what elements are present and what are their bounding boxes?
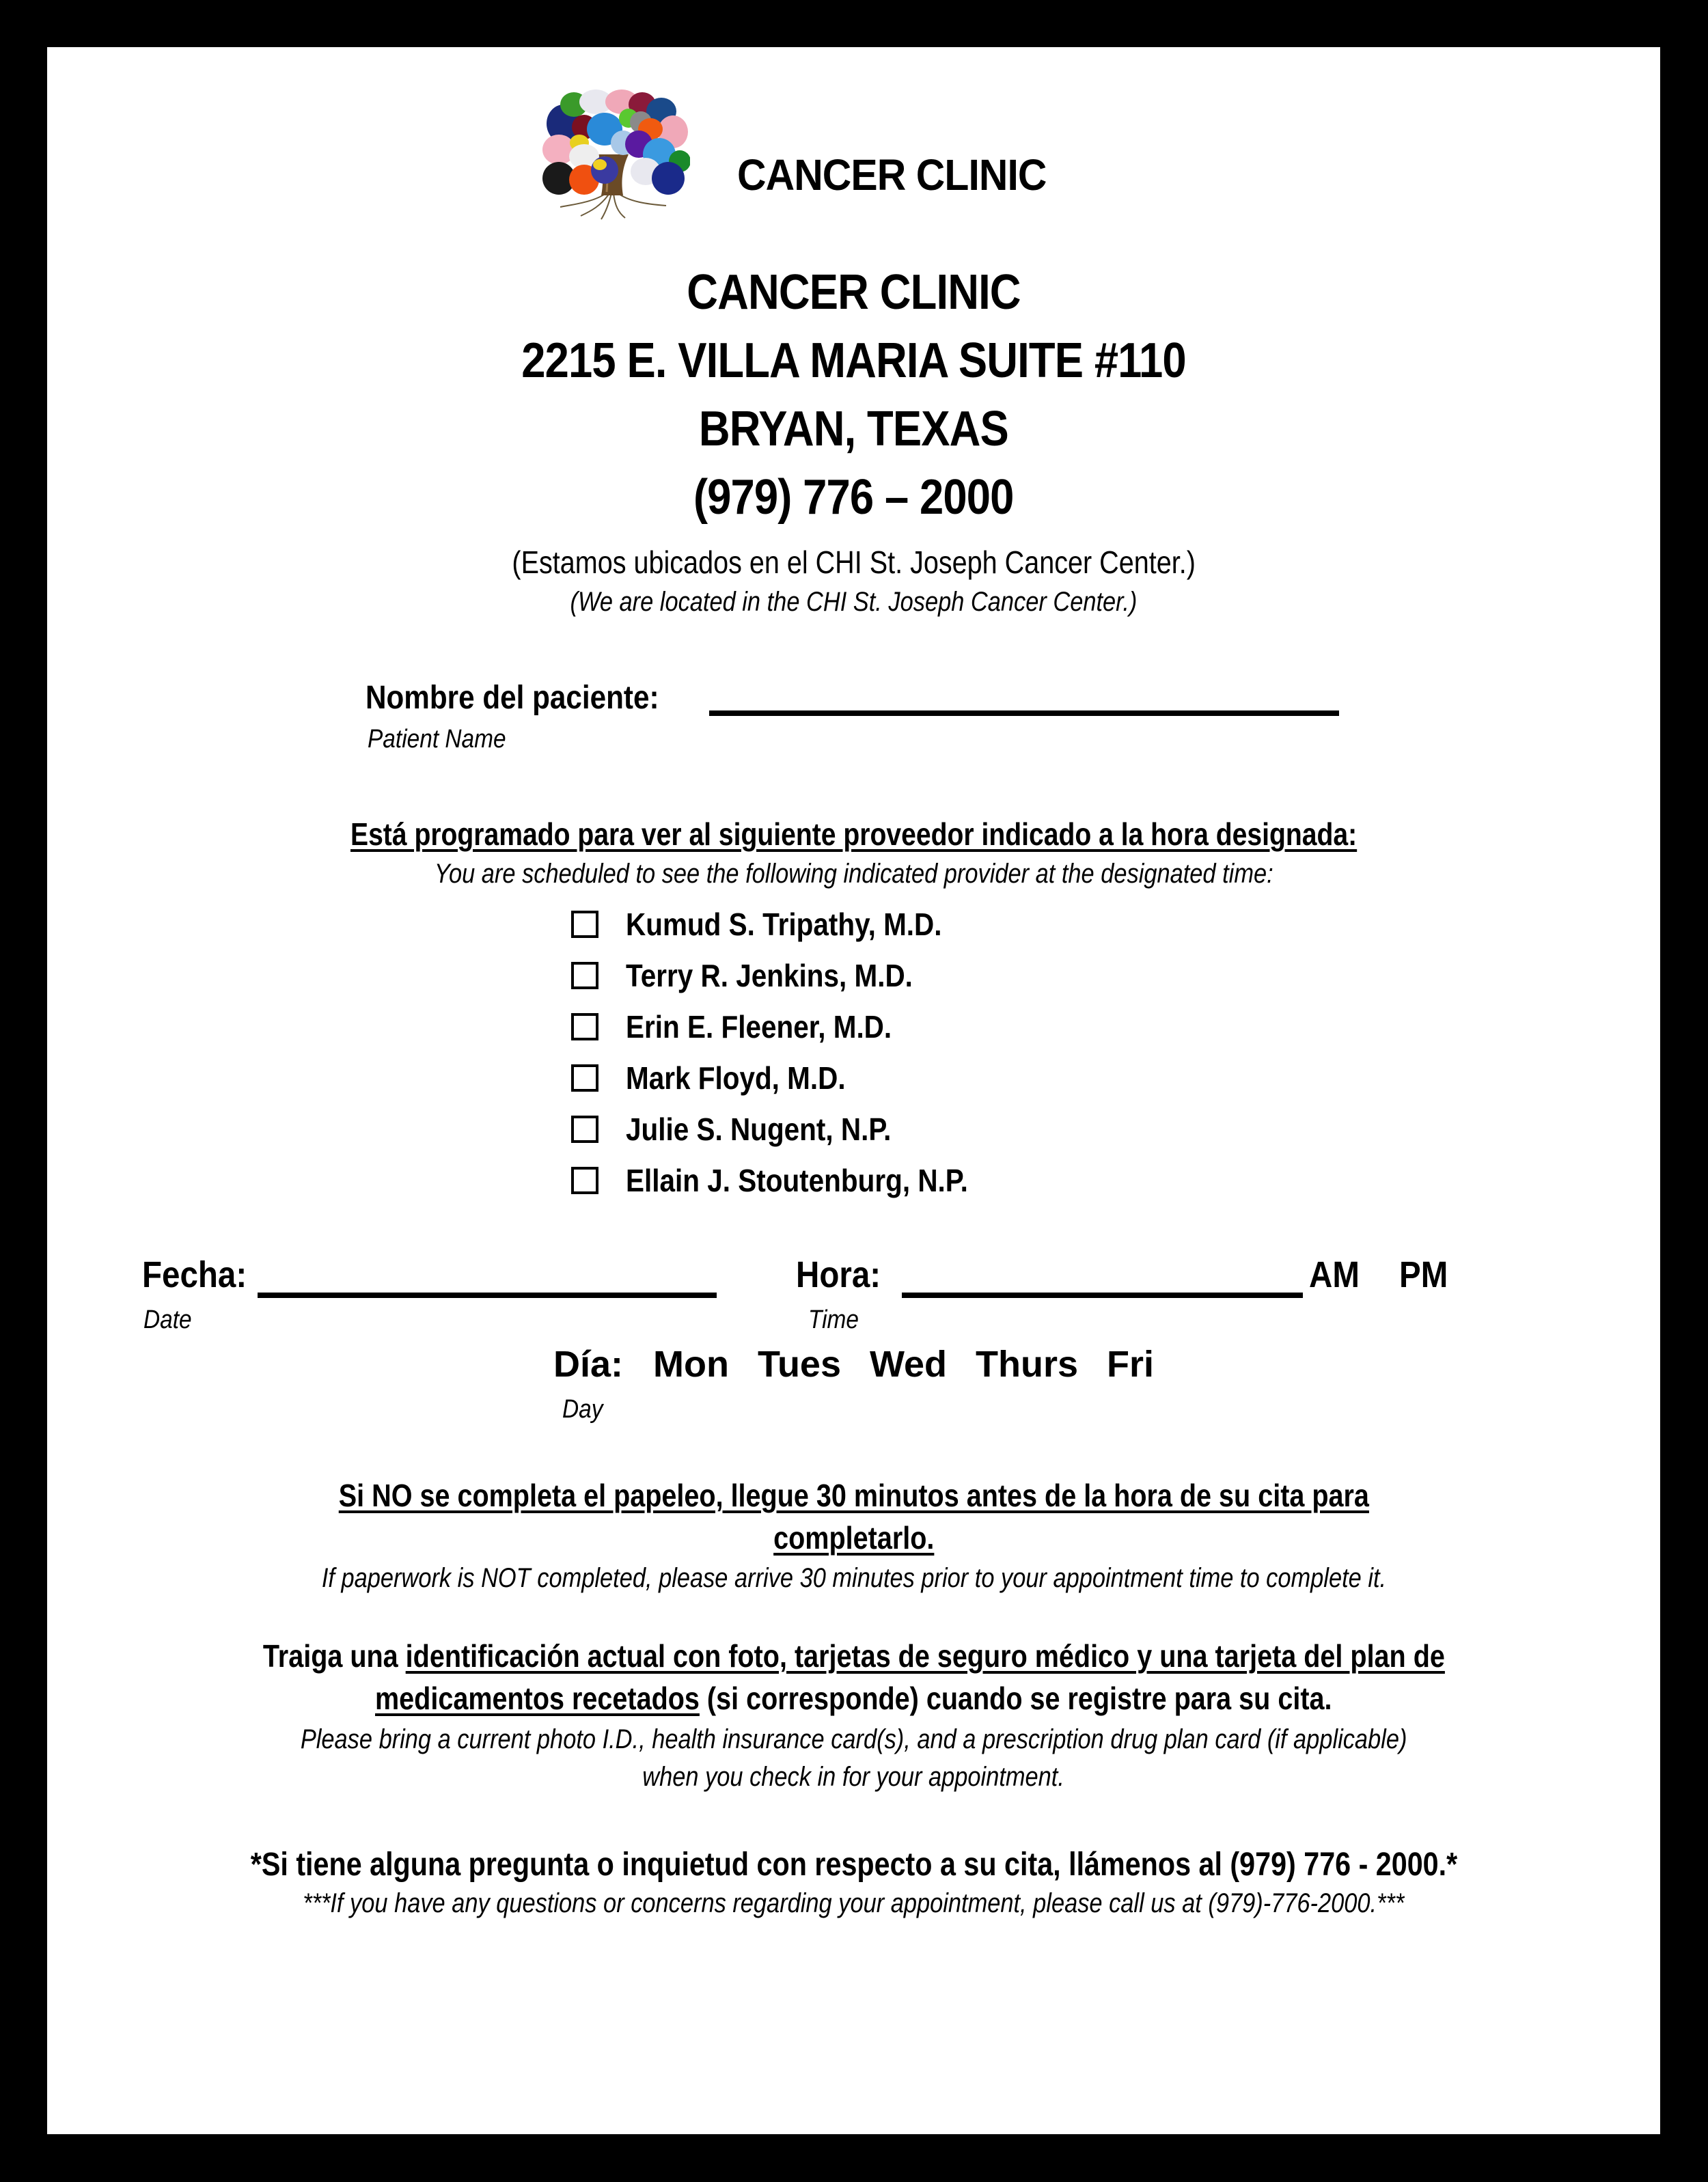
day-option-tues[interactable]: Tues bbox=[757, 1344, 841, 1385]
checkbox[interactable] bbox=[571, 911, 598, 938]
date-field[interactable] bbox=[258, 1293, 717, 1298]
clinic-header-title: CANCER CLINIC bbox=[737, 150, 1047, 199]
time-sublabel: Time bbox=[808, 1306, 859, 1334]
provider-label: Ellain J. Stoutenburg, N.P. bbox=[626, 1163, 968, 1198]
day-sublabel: Day bbox=[562, 1395, 603, 1424]
bring-id-notice-en: Please bring a current photo I.D., health insurance card(s), and a prescription drug plan card (if applicable) bbox=[300, 1724, 1407, 1754]
day-option-fri[interactable]: Fri bbox=[1107, 1344, 1155, 1385]
patient-name-sublabel: Patient Name bbox=[368, 725, 506, 754]
bring-id-notice-en-cont: when you check in for your appointment. bbox=[642, 1762, 1065, 1792]
schedule-heading-en: You are scheduled to see the following indicated provider at the designated time: bbox=[434, 859, 1273, 889]
clinic-street: 2215 E. VILLA MARIA SUITE #110 bbox=[521, 333, 1186, 388]
bring-id-notice-es-cont: medicamentos recetados (si corresponde) cuando se registre para su cita. bbox=[375, 1681, 1332, 1716]
provider-option[interactable] bbox=[571, 1109, 927, 1150]
patient-name-label: Nombre del paciente: bbox=[366, 680, 659, 716]
time-field[interactable] bbox=[902, 1293, 1303, 1298]
provider-option[interactable] bbox=[571, 1058, 875, 1099]
checkbox[interactable] bbox=[571, 962, 598, 989]
patient-name-field[interactable] bbox=[709, 710, 1339, 716]
day-option-mon[interactable]: Mon bbox=[653, 1344, 729, 1385]
provider-label: Terry R. Jenkins, M.D. bbox=[626, 958, 913, 993]
provider-label: Erin E. Fleener, M.D. bbox=[626, 1009, 892, 1045]
checkbox[interactable] bbox=[571, 1116, 598, 1143]
date-label: Fecha: bbox=[142, 1254, 247, 1295]
location-note-es: (Estamos ubicados en el CHI St. Joseph Cancer Center.) bbox=[512, 544, 1196, 580]
checkbox[interactable] bbox=[571, 1013, 598, 1040]
paperwork-notice-en: If paperwork is NOT completed, please arrive 30 minutes prior to your appointment time to complete it. bbox=[321, 1563, 1386, 1593]
checkbox[interactable] bbox=[571, 1167, 598, 1194]
schedule-heading-es: Está programado para ver al siguiente proveedor indicado a la hora designada: bbox=[350, 816, 1358, 852]
provider-label: Julie S. Nugent, N.P. bbox=[626, 1111, 892, 1147]
questions-notice-en: ***If you have any questions or concerns regarding your appointment, please call us at (979)-776-2000.*** bbox=[303, 1888, 1405, 1918]
provider-label: Kumud S. Tripathy, M.D. bbox=[626, 907, 942, 942]
questions-notice-es: *Si tiene alguna pregunta o inquietud con respecto a su cita, llámenos al (979) 776 - 2000.* bbox=[250, 1847, 1457, 1883]
provider-label: Mark Floyd, M.D. bbox=[626, 1060, 846, 1096]
provider-option[interactable] bbox=[571, 955, 952, 996]
day-option-thurs[interactable]: Thurs bbox=[976, 1344, 1079, 1385]
date-sublabel: Date bbox=[143, 1306, 192, 1334]
day-option-wed[interactable]: Wed bbox=[870, 1344, 948, 1385]
tree-logo-icon bbox=[533, 89, 690, 226]
checkbox[interactable] bbox=[571, 1064, 598, 1092]
paperwork-notice-es: Si NO se completa el papeleo, llegue 30 minutos antes de la hora de su cita para bbox=[338, 1478, 1369, 1513]
clinic-name: CANCER CLINIC bbox=[687, 265, 1021, 320]
clinic-phone: (979) 776 – 2000 bbox=[693, 470, 1014, 525]
paperwork-notice-es-cont: completarlo. bbox=[773, 1520, 935, 1556]
document-page bbox=[47, 47, 1660, 2134]
time-label: Hora: bbox=[796, 1254, 881, 1295]
day-label: Día: bbox=[553, 1344, 624, 1385]
provider-option[interactable] bbox=[571, 1006, 928, 1047]
bring-id-notice-es: Traiga una identificación actual con foto, tarjetas de seguro médico y una tarjeta del plan de bbox=[262, 1638, 1445, 1674]
provider-option[interactable] bbox=[571, 1160, 1015, 1201]
location-note-en: (We are located in the CHI St. Joseph Cancer Center.) bbox=[570, 587, 1138, 617]
clinic-city: BRYAN, TEXAS bbox=[698, 402, 1009, 456]
am-option[interactable]: AM bbox=[1309, 1254, 1360, 1295]
day-row bbox=[553, 1343, 1183, 1385]
provider-option[interactable] bbox=[571, 904, 985, 945]
pm-option[interactable]: PM bbox=[1399, 1254, 1448, 1295]
